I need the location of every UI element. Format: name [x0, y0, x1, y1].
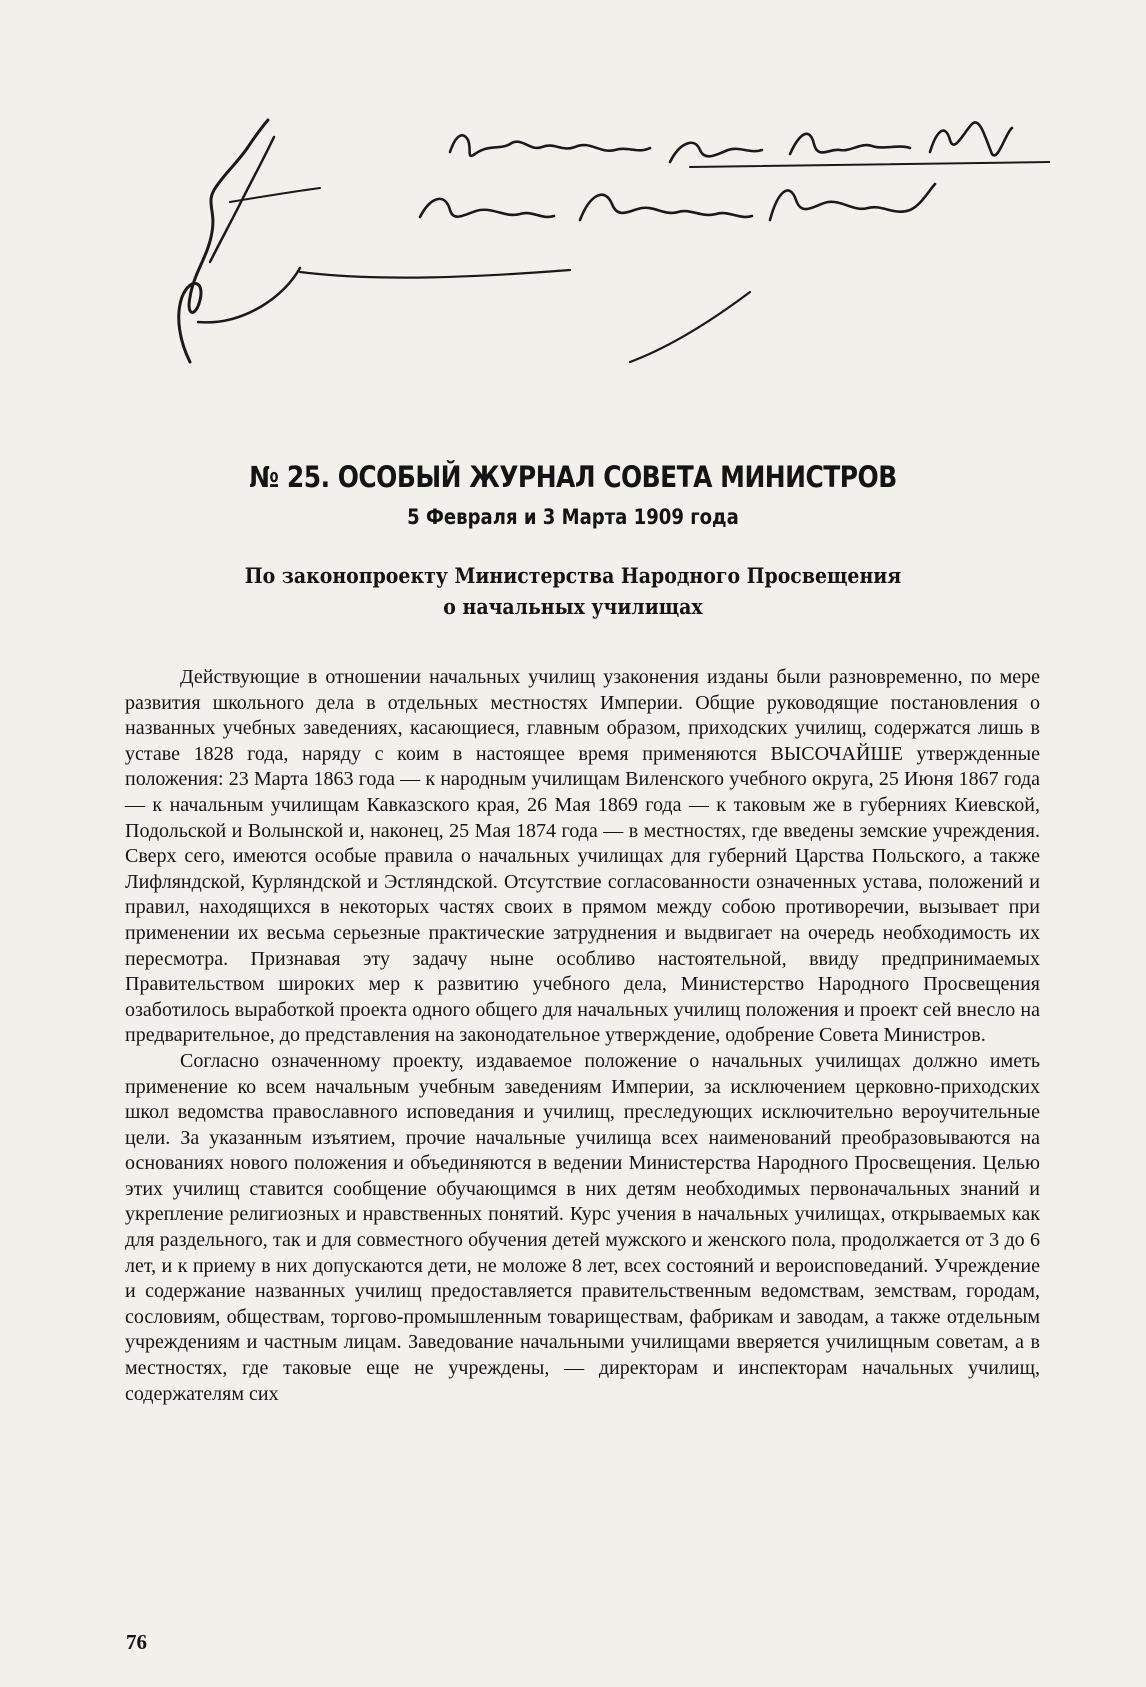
page-number: 76 — [126, 1630, 147, 1654]
body-text — [125, 665, 1040, 1407]
handwriting-image — [150, 92, 1050, 392]
paragraph-1: Действующие в отношении начальных училищ узаконения изданы были разновременно, по мере развития школьного дела в отдельных местностях Империи. Общие руководящие постановления о названных учебных заведениях, касающиеся, главным образом, приходских училищ, содержатся лишь в уставе 1828 года, наряду с коим в настоящее время применяются ВЫСОЧАЙШЕ утвержденные положения: 23 Марта 1863 года — к народным училищам Виленского учебного округа, 25 Июня 1867 года — к начальным училищам Кавказского края, 26 Мая 1869 года — к таковым же в губерниях Киевской, Подольской и Волынской и, наконец, 25 Мая 1874 года — в местностях, где введены земские учреждения. Сверх сего, имеются особые правила о начальных училищах для губерний Царства Польского, а также Лифляндской, Курляндской и Эстляндской. Отсутствие согласованности означенных устава, положений и правил, находящихся в некоторых частях своих в прямом между собою противоречии, вызывает при применении их весьма серьезные практические затруднения и выдвигает на очередь необходимость их пересмотра. Признавая эту задачу ныне особливо настоятельной, ввиду предпринимаемых Правительством широких мер к развитию учебного дела, Министерство Народного Просвещения озаботилось выработкой проекта одного общего для начальных училищ положения и проект сей внесло на предварительное, до представления на законодательное утверждение, одобрение Совета Министров. — [125, 666, 1040, 1047]
paragraph-2: Согласно означенному проекту, издаваемое положение о начальных училищах должно иметь применение ко всем начальным учебным заведениям Империи, за исключением церковно-приходских школ ведомства православного исповедания и училищ, преследующих исключительно вероучительные цели. За указанным изъятием, прочие начальные училища всех наименований преобразовываются на основаниях нового положения и объединяются в ведении Министерства Народного Просвещения. Целью этих училищ ставится сообщение обучающимся в них детям необходимых первоначальных знаний и укрепление религиозных и нравственных понятий. Курс учения в начальных училищах, открываемых как для раздельного, так и для совместного обучения детей мужского и женского пола, продолжается от 3 до 6 лет, и к приему в них допускаются дети, не моложе 8 лет, всех состояний и вероисповеданий. Учреждение и содержание названных училищ предоставляется правительственным ведомствам, земствам, городам, сословиям, обществам, торгово-промышленным товариществам, фабрикам и заводам, а также отдельным учреждениям и частным лицам. Заведование начальными училищами вверяется училищным советам, а в местностях, где таковые еще не учреждены, — директорам и инспекторам начальных училищ, содержателям сих — [125, 1049, 1040, 1405]
journal-date: 5 Февраля и 3 Марта 1909 года — [407, 505, 739, 529]
subject-line-2: о начальных училищах — [443, 594, 703, 619]
subject-heading — [57, 560, 1088, 622]
subject-line-1: По законопроекту Министерства Народного Просвещения — [244, 563, 902, 588]
handwritten-resolution-signature — [150, 92, 1050, 392]
journal-title: № 25. ОСОБЫЙ ЖУРНАЛ СОВЕТА МИНИСТРОВ — [249, 460, 897, 494]
